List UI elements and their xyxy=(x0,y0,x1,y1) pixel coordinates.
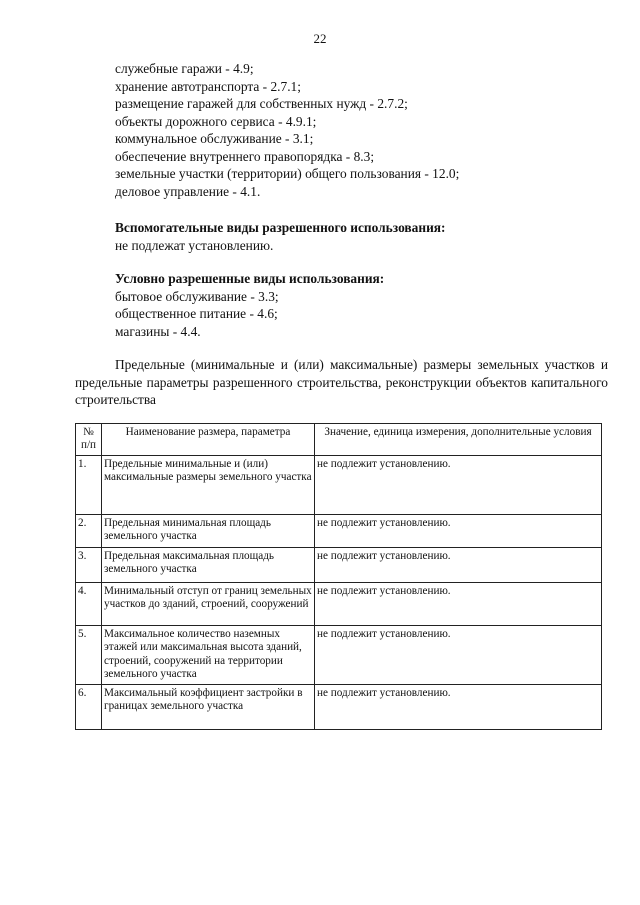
list-item: хранение автотранспорта - 2.7.1; xyxy=(115,78,301,94)
row-num: 3. xyxy=(76,547,102,582)
row-num: 6. xyxy=(76,684,102,729)
table-row xyxy=(76,547,602,582)
page-number: 22 xyxy=(313,31,327,46)
row-name: Предельные минимальные и (или) максимальные размеры земельного участка xyxy=(102,455,315,514)
row-value: не подлежит установлению. xyxy=(315,582,602,625)
row-name: Максимальное количество наземных этажей или максимальная высота зданий, строений, сооружений на территории земельного участка xyxy=(102,625,315,684)
table-row xyxy=(76,684,602,729)
auxiliary-uses-heading: Вспомогательные виды разрешенного использования: xyxy=(115,220,446,235)
row-value: не подлежит установлению. xyxy=(315,455,602,514)
header-num: № п/п xyxy=(76,424,102,456)
row-name: Предельная максимальная площадь земельного участка xyxy=(102,547,315,582)
parameters-table xyxy=(75,423,602,730)
list-item: бытовое обслуживание - 3.3; xyxy=(115,288,279,304)
list-item: деловое управление - 4.1. xyxy=(115,183,261,199)
list-item: общественное питание - 4.6; xyxy=(115,306,278,321)
row-name: Предельная минимальная площадь земельного участка xyxy=(102,514,315,547)
permitted-uses-list xyxy=(115,60,459,200)
table-header-row xyxy=(76,424,602,456)
list-item: служебные гаражи - 4.9; xyxy=(115,61,254,76)
table-row xyxy=(76,514,602,547)
row-value: не подлежит установлению. xyxy=(315,547,602,582)
row-value: не подлежит установлению. xyxy=(315,684,602,729)
header-name: Наименование размера, параметра xyxy=(102,424,315,456)
row-name: Минимальный отступ от границ земельных участков до зданий, строений, сооружений xyxy=(102,582,315,625)
list-item: размещение гаражей для собственных нужд - 2.7.2; xyxy=(115,96,408,111)
list-item: магазины - 4.4. xyxy=(115,323,201,339)
auxiliary-uses-section xyxy=(115,219,446,254)
header-value: Значение, единица измерения, дополнительные условия xyxy=(315,424,602,456)
row-num: 5. xyxy=(76,625,102,684)
auxiliary-uses-text: не подлежат установлению. xyxy=(115,237,274,253)
table-row xyxy=(76,582,602,625)
row-value: не подлежит установлению. xyxy=(315,514,602,547)
row-num: 1. xyxy=(76,455,102,514)
row-num: 2. xyxy=(76,514,102,547)
list-item: земельные участки (территории) общего пользования - 12.0; xyxy=(115,166,460,181)
table-row xyxy=(76,455,602,514)
conditional-uses-heading: Условно разрешенные виды использования: xyxy=(115,271,385,286)
limits-paragraph: Предельные (минимальные и (или) максимальные) размеры земельных участков и предельные параметры разрешенного строительства, реконструкции объектов капитального строительства xyxy=(75,357,608,407)
list-item: обеспечение внутреннего правопорядка - 8.3; xyxy=(115,148,375,164)
table-row xyxy=(76,625,602,684)
row-num: 4. xyxy=(76,582,102,625)
row-name: Максимальный коэффициент застройки в границах земельного участка xyxy=(102,684,315,729)
list-item: коммунальное обслуживание - 3.1; xyxy=(115,131,314,146)
list-item: объекты дорожного сервиса - 4.9.1; xyxy=(115,113,317,129)
conditional-uses-section xyxy=(115,270,384,340)
row-value: не подлежит установлению. xyxy=(315,625,602,684)
